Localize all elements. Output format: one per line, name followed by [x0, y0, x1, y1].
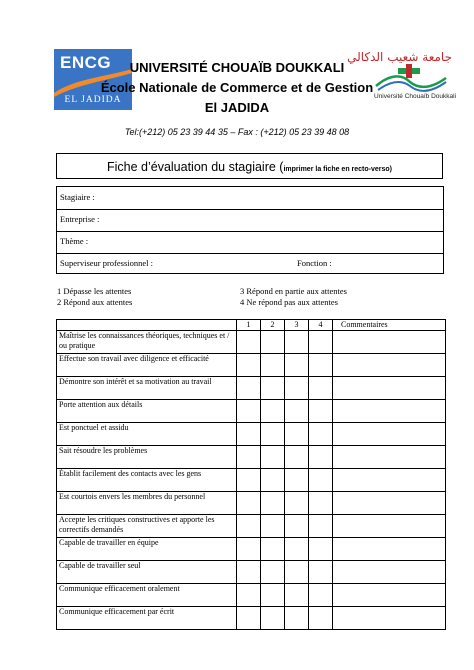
table-row: [57, 400, 446, 423]
trainee-info-box: [56, 186, 444, 274]
comment-cell[interactable]: [333, 561, 446, 584]
score-cell-4[interactable]: [309, 584, 333, 607]
score-cell-2[interactable]: [261, 561, 285, 584]
score-cell-2[interactable]: [261, 538, 285, 561]
table-row: [57, 469, 446, 492]
ucd-logo-latin: Université Chouaïb Doukkali: [374, 93, 457, 100]
score-cell-2[interactable]: [261, 607, 285, 630]
city-name: El JADIDA: [204, 100, 270, 115]
score-cell-4[interactable]: [309, 400, 333, 423]
theme-label: Thème :: [60, 236, 89, 246]
comment-cell[interactable]: [333, 538, 446, 561]
entreprise-label: Entreprise :: [60, 214, 100, 224]
header-score-1: 1: [237, 320, 261, 331]
comment-cell[interactable]: [333, 400, 446, 423]
score-cell-4[interactable]: [309, 354, 333, 377]
score-cell-3[interactable]: [285, 561, 309, 584]
score-cell-3[interactable]: [285, 354, 309, 377]
table-row: [57, 607, 446, 630]
criterion-label: Maîtrise les connaissances théoriques, techniques et / ou pratique: [57, 331, 237, 354]
comment-cell[interactable]: [333, 331, 446, 354]
stagiaire-row[interactable]: [57, 187, 443, 210]
ucd-logo: [347, 50, 457, 110]
score-cell-2[interactable]: [261, 377, 285, 400]
score-cell-2[interactable]: [261, 492, 285, 515]
criterion-label: Capable de travailler en équipe: [57, 538, 237, 561]
score-cell-1[interactable]: [237, 584, 261, 607]
score-cell-3[interactable]: [285, 331, 309, 354]
ucd-logo-arabic: جامعة شعيب الدكالي: [347, 50, 452, 64]
encg-logo-text: ENCG: [60, 53, 112, 72]
table-row: [57, 446, 446, 469]
table-row: [57, 423, 446, 446]
header-comments: Commentaires: [333, 320, 446, 331]
comment-cell[interactable]: [333, 469, 446, 492]
score-cell-3[interactable]: [285, 446, 309, 469]
score-cell-2[interactable]: [261, 354, 285, 377]
score-cell-4[interactable]: [309, 446, 333, 469]
comment-cell[interactable]: [333, 377, 446, 400]
score-cell-4[interactable]: [309, 469, 333, 492]
encg-logo-city: EL JADIDA: [64, 95, 122, 105]
scale-2: 2 Répond aux attentes: [57, 297, 133, 307]
score-cell-3[interactable]: [285, 377, 309, 400]
theme-row[interactable]: [57, 231, 443, 254]
stagiaire-label: Stagiaire :: [60, 192, 95, 202]
table-row: [57, 584, 446, 607]
score-cell-2[interactable]: [261, 423, 285, 446]
comment-cell[interactable]: [333, 492, 446, 515]
score-cell-3[interactable]: [285, 492, 309, 515]
comment-cell[interactable]: [333, 515, 446, 538]
evaluation-table: [56, 319, 446, 630]
scale-4: 4 Ne répond pas aux attentes: [240, 297, 338, 307]
score-cell-1[interactable]: [237, 561, 261, 584]
fonction-label: Fonction :: [297, 258, 332, 268]
university-name: UNIVERSITÉ CHOUAÏB DOUKKALI: [129, 60, 345, 75]
table-row: [57, 538, 446, 561]
header-criterion: [57, 320, 237, 331]
comment-cell[interactable]: [333, 354, 446, 377]
score-cell-3[interactable]: [285, 515, 309, 538]
criterion-label: Établit facilement des contacts avec les gens: [57, 469, 237, 492]
score-cell-1[interactable]: [237, 607, 261, 630]
table-row: [57, 515, 446, 538]
score-cell-3[interactable]: [285, 538, 309, 561]
criterion-label: Accepte les critiques constructives et apporte les correctifs demandés: [57, 515, 237, 538]
contact-line: Tel:(+212) 05 23 39 44 35 – Fax : (+212) 05 23 39 48 08: [124, 127, 350, 137]
form-title: Fiche d’évaluation du stagiaire (: [106, 160, 284, 174]
score-cell-3[interactable]: [285, 584, 309, 607]
scale-1: 1 Dépasse les attentes: [57, 286, 132, 296]
table-header-row: [57, 320, 446, 331]
criterion-label: Est ponctuel et assidu: [57, 423, 237, 446]
score-cell-4[interactable]: [309, 515, 333, 538]
score-cell-2[interactable]: [261, 584, 285, 607]
score-cell-1[interactable]: [237, 492, 261, 515]
comment-cell[interactable]: [333, 423, 446, 446]
table-row: [57, 492, 446, 515]
form-title-box: [56, 153, 443, 179]
header-score-2: 2: [261, 320, 285, 331]
table-row: [57, 354, 446, 377]
score-cell-2[interactable]: [261, 515, 285, 538]
form-title-note: imprimer la fiche en recto-verso): [283, 166, 393, 173]
criterion-label: Capable de travailler seul: [57, 561, 237, 584]
score-cell-1[interactable]: [237, 377, 261, 400]
criterion-label: Effectue son travail avec diligence et efficacité: [57, 354, 237, 377]
header-score-3: 3: [285, 320, 309, 331]
score-cell-2[interactable]: [261, 331, 285, 354]
criterion-label: Sait résoudre les problèmes: [57, 446, 237, 469]
score-cell-4[interactable]: [309, 538, 333, 561]
comment-cell[interactable]: [333, 446, 446, 469]
criterion-label: Communique efficacement oralement: [57, 584, 237, 607]
score-cell-1[interactable]: [237, 331, 261, 354]
score-cell-1[interactable]: [237, 446, 261, 469]
superviseur-label: Superviseur professionnel :: [60, 258, 154, 268]
score-cell-3[interactable]: [285, 423, 309, 446]
scale-3: 3 Répond en partie aux attentes: [240, 286, 347, 296]
score-cell-3[interactable]: [285, 400, 309, 423]
criterion-label: Est courtois envers les membres du personnel: [57, 492, 237, 515]
score-cell-1[interactable]: [237, 400, 261, 423]
comment-cell[interactable]: [333, 584, 446, 607]
table-row: [57, 331, 446, 354]
score-cell-4[interactable]: [309, 561, 333, 584]
criterion-label: Communique efficacement par écrit: [57, 607, 237, 630]
score-cell-1[interactable]: [237, 423, 261, 446]
score-cell-1[interactable]: [237, 469, 261, 492]
score-cell-4[interactable]: [309, 377, 333, 400]
score-cell-1[interactable]: [237, 354, 261, 377]
table-row: [57, 561, 446, 584]
score-cell-4[interactable]: [309, 423, 333, 446]
score-cell-3[interactable]: [285, 469, 309, 492]
header-score-4: 4: [309, 320, 333, 331]
criterion-label: Porte attention aux détails: [57, 400, 237, 423]
table-row: [57, 377, 446, 400]
score-cell-2[interactable]: [261, 400, 285, 423]
entreprise-row[interactable]: [57, 209, 443, 232]
score-cell-1[interactable]: [237, 538, 261, 561]
criterion-label: Démontre son intérêt et sa motivation au travail: [57, 377, 237, 400]
comment-cell[interactable]: [333, 607, 446, 630]
score-cell-3[interactable]: [285, 607, 309, 630]
score-cell-2[interactable]: [261, 446, 285, 469]
school-name: École Nationale de Commerce et de Gestion: [100, 80, 374, 95]
superviseur-row[interactable]: [57, 253, 443, 275]
score-cell-4[interactable]: [309, 331, 333, 354]
score-cell-1[interactable]: [237, 515, 261, 538]
score-cell-4[interactable]: [309, 607, 333, 630]
score-cell-2[interactable]: [261, 469, 285, 492]
score-cell-4[interactable]: [309, 492, 333, 515]
